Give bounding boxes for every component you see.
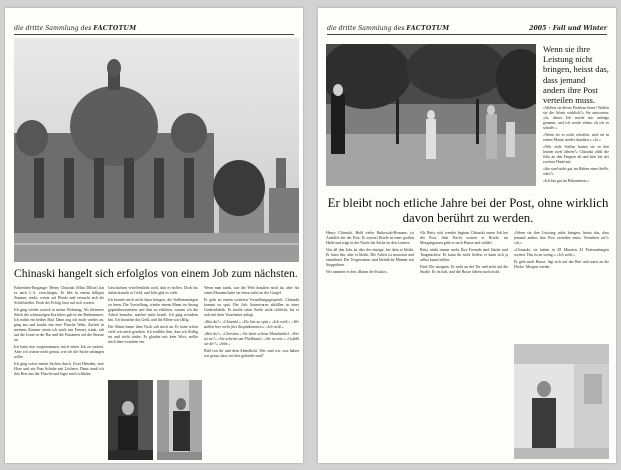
right-column-3	[514, 231, 609, 339]
left-column-1	[14, 286, 104, 458]
right-headline: Er bleibt noch etliche Jahre bei der Post, ohne wirklich davon berührt zu werden.	[327, 196, 609, 225]
paragraph: »Bist du?« »Christine.« Sie hatte schöne Mundwinkel. »Wer ist sie?« »Sie arbeitet am Fließband.« »Sie ist nett.« »Gefällt sie dir?« »Sehr.«	[204, 332, 299, 346]
paragraph: »Chinaski, sie haben in 28 Minuten 23 Postsendungen sortiert. Das ist zu wenig.« »Ich weiß.«	[514, 248, 609, 257]
paragraph: Fünf Uhr morgens. Er steht an der Tür und sieht auf die Straße. Es ist kalt, und die Busse fahren noch nicht.	[420, 265, 508, 274]
right-column-1	[326, 231, 414, 459]
paragraph: Wenn man trank, war die Welt draußen noch da, aber für einen Moment hatte sie einen nicht an der Gurgel.	[204, 286, 299, 295]
right-column-2	[420, 231, 508, 459]
paragraph: Bild von ihr und dem Abendlicht. Wer sind wir, was haben wir getan, dass wir hier gelandet sind?	[204, 349, 299, 358]
paragraph: Ich ging sofort meine Sachen durch. Zwei Hemden, eine Hose und ein Paar Schuhe mit Löchern. Dann trank ich den Rest aus der Flasche und legte mich schlafen.	[14, 362, 104, 376]
paragraph: Wir nannten es den »Baum der Kacke«.	[326, 270, 388, 274]
paragraph: Er geht zu einem weiteren Vorstellungsgespräch. Chinaski kommt zu spät. Der Job: Sauerwaren abfüllen in einer Gurkenfabrik. Er macht seine Sache nicht schlecht, bis er sich mit dem Vorarbeiter anlegt.	[204, 298, 299, 317]
man-dark-room-photo	[108, 380, 153, 460]
paragraph: »Wie viele Stellen hatten sie in den letzten zwei Jahren?« Chinaski zählt die Jobs an den Fingern ab und hört bei der zweiten Hand auf.	[543, 145, 609, 164]
left-header-title: die dritte Sammlung des FACTOTUM	[14, 25, 137, 32]
left-running-header	[14, 20, 294, 35]
paragraph: »Wenn sie ihre Leistung nicht bringen, heisst das, dass jemand anders ihre Post verteilen muss. Verstehen sie?« »Ja.«	[514, 231, 609, 245]
paragraph: Fahrenheit-Eingänge: Henry Chinaski (Matt Dillon) hat es nach L.A. verschlagen. Er lebt in einem billigen Zimmer, trinkt, wettet auf Pferde und versucht sich als Schriftsteller. Doch der Erfolg lässt auf sich warten.	[14, 286, 104, 305]
right-running-header	[327, 20, 607, 35]
left-column-3	[204, 286, 299, 458]
paragraph: Geschichten veröffentlicht wird, darf er hoffen. Doch bis dahin braucht er Geld, und Jobs gibt es viele.	[108, 286, 198, 295]
paragraph: Ich hatte mir vorgenommen, mich einen Job zu suchen. Aber ich wusste nicht genau, wie ich die Sache anfangen sollte.	[14, 345, 104, 359]
cathedral-photo	[14, 38, 299, 262]
paragraph: Ich ging wieder zurück in meine Wohnung. Als kleineres Stück des schmutzigen Korridors gab es ein Badezimmer. Ich nahm ein heißes Bad. Dann zog ich mich wieder an, ging aus und kaufte mir eine Flasche Wein. Zurück in meinem Zimmer setzte ich mich ans Fenster, trank, sah auf die Leute in der Bar und die Passanten auf der Strasse an.	[14, 308, 104, 342]
left-headline: Chinaski hangelt sich erfolglos von einem Job zum nächsten.	[14, 267, 298, 280]
paragraph: Er geht nach Hause, legt sich auf das Bett und starrt an die Decke. Morgen wieder.	[514, 260, 609, 269]
paragraph: Der Mann hinter dem Tisch sah mich an. Er hatte schon viele wie mich gesehen. Ich erzählte ihm, dass ich fleißig sei und nicht trinke. Er glaubte mir kein Wort, stellte mich aber trotzdem ein.	[108, 325, 198, 344]
right-header-season: 2005 · Fall und Winter	[529, 25, 607, 32]
paragraph: »Ich bin gut im Bekommen.«	[543, 179, 589, 183]
left-page	[5, 8, 303, 463]
paragraph: »Wenn sie es nicht schaffen, sind sie in einem Monat wieder draußen.« »Ja.«	[543, 133, 609, 142]
pull-quote: Wenn sie ihre Leistung nicht bringen, heisst das, dass jemand anders ihre Post verteilen muss.	[543, 44, 609, 106]
paragraph: »Sie sind nicht gut im Halten einer Stelle, oder?«	[543, 167, 609, 176]
paragraph: »Bist du?« »Chinaski.« »Du bist zu spät.« »Ich weiß.« »Wir zahlen hier nicht fürs Zuspätkommen.« »Ich weiß.«	[204, 320, 299, 329]
paragraph: Als Betty sich wendet beginnt Chinaski einen Job bei der Post. Jede Nacht sortiert er Briefe, im Morgengrauen geht er nach Hause und schläft.	[420, 231, 508, 245]
man-hallway-photo	[157, 380, 202, 460]
right-header-title: die dritte Sammlung des FACTOTUM	[327, 25, 450, 32]
paragraph: »Wollen sie dieses Problem lösen? Wollen sie die Arbeit wirklich?« Sie antworten: »Ja, dieser Job wurde mir anfangs genannt, und ich werde sehen, ob ich es schaffe.«	[543, 106, 609, 130]
city-square-photo	[326, 44, 536, 186]
paragraph: Ich konnte mich nicht dazu bringen, die Stellenanzeigen zu lesen. Die Vorstellung, wieder einem Mann im Anzug gegenüberzusitzen und ihm zu erklären, warum ich die Arbeit brauche, machte mich krank. Ich ging trotzdem hin. Ich brauchte das Geld, und die Miete war fällig.	[108, 298, 198, 322]
paragraph: Von all den Jobs ist dies der einzige, bei dem er bleibt. Er hasst ihn, aber er bleibt. Die Arbeit ist monoton und ermüdend. Die Vorgesetzten sind kleinliche Männer mit Stoppuhren.	[326, 248, 414, 267]
paragraph: Betty trinkt immer mehr. Ihre Freunde sind Säufer und Taugenichtse. Er kann ihr nicht helfen, er kann sich ja selbst kaum helfen.	[420, 248, 508, 262]
corridor-photo	[514, 344, 609, 459]
paragraph: Henry Chinaski, Held vieler Bukowski-Romane, ist Aushilfe bei der Post. Er sortiert Briefe in einer großen Halle und trägt in der Nacht die Säcke zu den Lastern.	[326, 231, 414, 245]
right-page	[318, 8, 616, 463]
